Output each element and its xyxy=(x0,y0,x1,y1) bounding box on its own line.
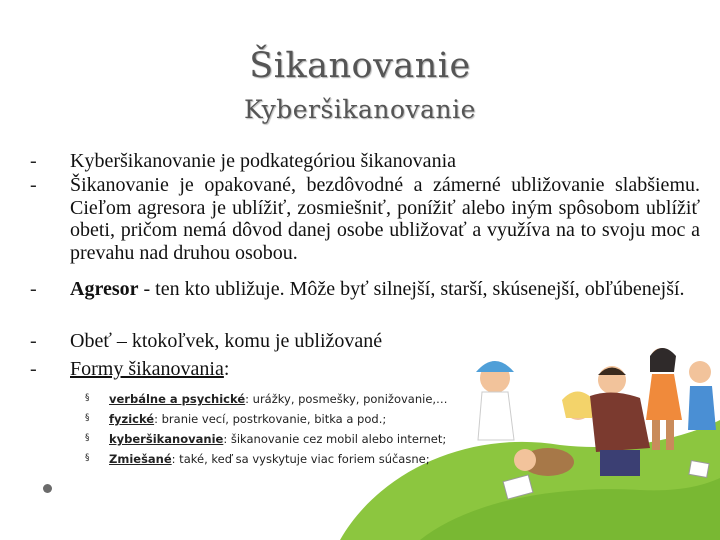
form-desc: : branie vecí, postrkovanie, bitka a pod.; xyxy=(154,412,387,426)
form-desc: : šikanovanie cez mobil alebo internet; xyxy=(223,432,447,446)
bullet-dash: - xyxy=(30,278,37,300)
form-term: fyzické xyxy=(109,412,155,426)
bullet-text xyxy=(70,278,700,301)
bullet-text xyxy=(70,174,700,264)
section-marker: § xyxy=(85,433,90,443)
bullet-text: Kyberšikanovanie je podkategóriou šikanovania xyxy=(70,150,456,172)
right-girl-leg xyxy=(666,420,674,450)
girl-shirt xyxy=(478,392,514,440)
form-term: Zmiešané xyxy=(109,452,172,466)
section-marker: § xyxy=(85,413,90,423)
bullet-lead: Šikanovanie xyxy=(70,174,169,196)
bullet-rest: - ten kto ubližuje. Môže byť silnejší, starší, skúsenejší, obľúbenejší. xyxy=(138,278,685,300)
bullet-dash: - xyxy=(30,358,37,380)
victim-head xyxy=(514,449,536,471)
far-right-kid-shirt xyxy=(688,386,716,430)
bullet-lead: Agresor xyxy=(70,278,139,300)
form-term: verbálne a psychické xyxy=(109,392,246,406)
slide-title: Šikanovanie xyxy=(249,46,471,86)
blonde-girl-hair xyxy=(562,391,596,418)
circle-bullet-icon xyxy=(43,484,52,493)
bullet-text xyxy=(70,358,700,381)
bully-shirt xyxy=(590,392,650,452)
right-girl-leg xyxy=(652,420,660,450)
bullet-dash: - xyxy=(30,174,37,196)
bullet-rest: : xyxy=(223,358,230,380)
form-term: kyberšikanovanie xyxy=(109,432,224,446)
bullet-lead: Formy šikanovania xyxy=(70,358,224,380)
bullet-dash: - xyxy=(30,150,37,172)
bullet-dash: - xyxy=(30,330,37,352)
section-marker: § xyxy=(85,453,90,463)
section-marker: § xyxy=(85,393,90,403)
paper-sheet xyxy=(689,461,709,478)
right-girl-dress xyxy=(646,374,682,420)
bullet-rest: je opakované, bezdôvodné a zámerné ubližovanie slabšiemu. Cieľom agresora je ublížiť, zosmiešniť, ponížiť alebo iným spôsobom ublížiť obeti, pričom nemá dôvod danej osobe ubližovať a využíva na to svoju moc a prevahu nad druhou osobou. xyxy=(70,174,700,264)
bullet-text: Obeť – ktokoľvek, komu je ubližované xyxy=(70,330,383,352)
form-desc: : urážky, posmešky, ponižovanie,… xyxy=(245,392,448,406)
bully-pants xyxy=(600,450,640,476)
slide-subtitle: Kyberšikanovanie xyxy=(244,95,476,124)
form-desc: : také, keď sa vyskytuje viac foriem súčasne; xyxy=(171,452,430,466)
